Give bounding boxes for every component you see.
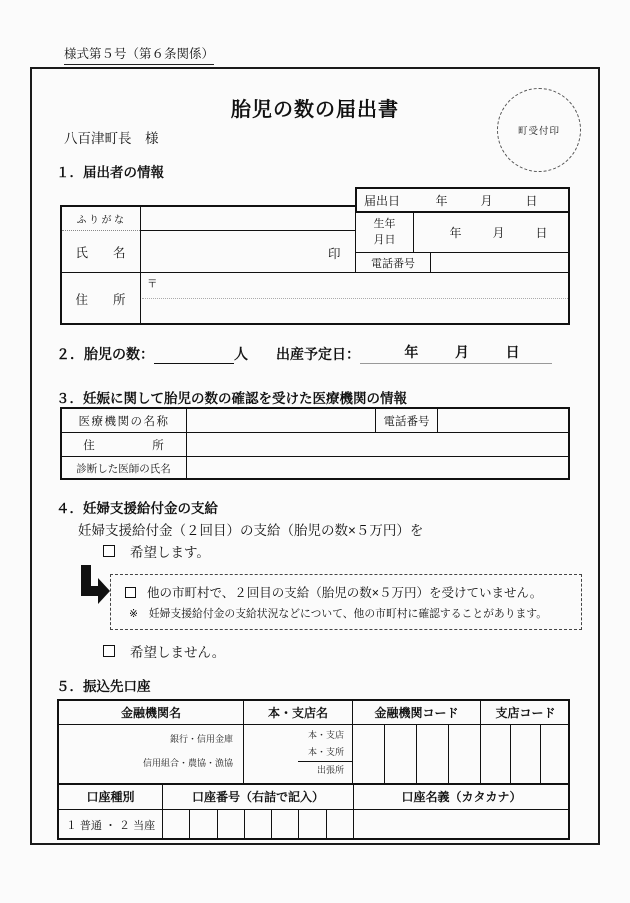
notification-date-label: 届出日 xyxy=(364,193,401,208)
day-unit: 日 xyxy=(525,193,538,208)
month-unit: 月 xyxy=(454,344,469,360)
option-no-checkbox[interactable] xyxy=(103,645,115,657)
birthdate-label-line1: 生年 xyxy=(373,217,396,230)
notification-date-input[interactable] xyxy=(419,192,568,209)
name-label: 氏 名 xyxy=(75,245,126,260)
col-institution-header: 金融機関名 xyxy=(120,705,181,720)
digit-cell[interactable] xyxy=(271,810,298,839)
digit-cell[interactable] xyxy=(244,810,271,839)
digit-cell[interactable] xyxy=(298,810,325,839)
institution-name-label: 医療機関の名称 xyxy=(78,415,170,428)
option-yes-row xyxy=(103,541,210,561)
account-number-cells xyxy=(163,810,353,839)
institution-phone-input[interactable] xyxy=(438,409,568,432)
col-account-number-header: 口座番号（右詰で記入） xyxy=(191,790,324,804)
digit-cell[interactable] xyxy=(448,725,480,783)
fetus-count-input[interactable] xyxy=(154,346,234,364)
down-right-arrow-icon xyxy=(81,565,111,611)
divider xyxy=(298,761,352,762)
doctor-name-input[interactable] xyxy=(187,457,568,479)
option-yes-label: 希望します。 xyxy=(130,545,210,560)
year-unit: 年 xyxy=(449,226,462,240)
col-branch-code-header: 支店コード xyxy=(495,705,556,720)
address-label: 住 所 xyxy=(75,292,126,307)
notification-date-box xyxy=(355,187,570,213)
col-account-holder-header: 口座名義（カタカナ） xyxy=(401,790,522,804)
section1-heading: １．届出者の情報 xyxy=(56,165,164,180)
month-unit: 月 xyxy=(480,193,493,208)
digit-cell[interactable] xyxy=(540,725,570,783)
section2-line xyxy=(56,344,570,364)
option-no-row xyxy=(103,641,225,661)
branch-type-3: 出張所 xyxy=(316,765,344,775)
birthdate-label-line2: 月日 xyxy=(373,233,396,246)
furigana-input[interactable] xyxy=(141,206,355,230)
confirmation-checkbox[interactable] xyxy=(125,587,136,598)
digit-cell[interactable] xyxy=(353,725,384,783)
digit-cell[interactable] xyxy=(163,810,189,839)
institution-address-input[interactable] xyxy=(187,433,568,456)
doctor-name-label: 診断した医師の氏名 xyxy=(76,462,171,475)
section3-heading: ３．妊娠に関して胎児の数の確認を受けた医療機関の情報 xyxy=(56,391,407,406)
stamp-circle xyxy=(497,88,581,172)
digit-cell[interactable] xyxy=(189,810,216,839)
month-unit: 月 xyxy=(492,226,505,240)
page-title: 胎児の数の届出書 xyxy=(231,99,399,121)
name-input[interactable] xyxy=(141,231,321,272)
due-date-label: 出産予定日： xyxy=(276,346,360,362)
institution-name-input[interactable] xyxy=(187,409,375,432)
branch-name-cell[interactable] xyxy=(244,725,350,783)
section4-heading: ４．妊婦支援給付金の支給 xyxy=(56,501,218,516)
col-institution-code-header: 金融機関コード xyxy=(374,705,459,720)
addressee: 八百津町長 様 xyxy=(64,131,159,146)
section2-label: ２．胎児の数： xyxy=(56,346,154,362)
form-code: 様式第５号（第６条関係） xyxy=(64,44,214,65)
option-yes-checkbox[interactable] xyxy=(103,545,115,557)
account-holder-input[interactable] xyxy=(354,810,569,839)
day-unit: 日 xyxy=(535,226,548,240)
institution-phone-label: 電話番号 xyxy=(383,415,430,428)
due-date-input[interactable] xyxy=(360,345,552,364)
stamp-label: 町受付印 xyxy=(517,126,560,137)
confirmation-label: 他の市町村で、２回目の支給（胎児の数×５万円）を受けていません。 xyxy=(147,586,543,600)
col-account-type-header: 口座種別 xyxy=(86,790,135,804)
option-no-label: 希望しません。 xyxy=(130,645,226,660)
fetus-count-unit: 人 xyxy=(234,346,248,362)
col-branch-header: 本・支店名 xyxy=(267,705,328,720)
address-input[interactable] xyxy=(141,273,568,324)
digit-cell[interactable] xyxy=(326,810,353,839)
section5-heading: ５．振込先口座 xyxy=(56,679,151,694)
institution-type-2: 信用組合・農協・漁協 xyxy=(142,758,233,768)
postal-mark: 〒 xyxy=(147,278,158,290)
institution-name-cell[interactable] xyxy=(59,725,243,783)
phone-input[interactable] xyxy=(431,253,569,272)
phone-label: 電話番号 xyxy=(371,257,415,270)
furigana-label: ふりがな xyxy=(76,214,127,226)
confirmation-box xyxy=(110,574,582,630)
branch-code-cells xyxy=(481,725,570,783)
seal-label: 印 xyxy=(328,247,341,261)
account-type-options[interactable]: １ 普通 ・ ２ 当座 xyxy=(65,819,156,832)
section4-description: 妊婦支援給付金（２回目）の支給（胎児の数×５万円）を xyxy=(78,523,424,538)
digit-cell[interactable] xyxy=(384,725,416,783)
digit-cell[interactable] xyxy=(217,810,244,839)
branch-type-1: 本・支店 xyxy=(307,730,344,740)
year-unit: 年 xyxy=(404,344,419,360)
branch-type-2: 本・支所 xyxy=(307,747,344,757)
confirmation-note: ※ 妊婦支援給付金の支給状況などについて、他の市町村に確認することがあります。 xyxy=(129,608,548,620)
institution-type-1: 銀行・信用金庫 xyxy=(169,734,233,744)
year-unit: 年 xyxy=(435,193,448,208)
digit-cell[interactable] xyxy=(416,725,448,783)
day-unit: 日 xyxy=(505,344,520,360)
digit-cell[interactable] xyxy=(510,725,540,783)
digit-cell[interactable] xyxy=(481,725,510,783)
institution-code-cells xyxy=(353,725,480,783)
birthdate-input[interactable] xyxy=(414,213,569,252)
birthdate-label xyxy=(356,213,413,252)
institution-address-label: 住 所 xyxy=(83,439,164,452)
